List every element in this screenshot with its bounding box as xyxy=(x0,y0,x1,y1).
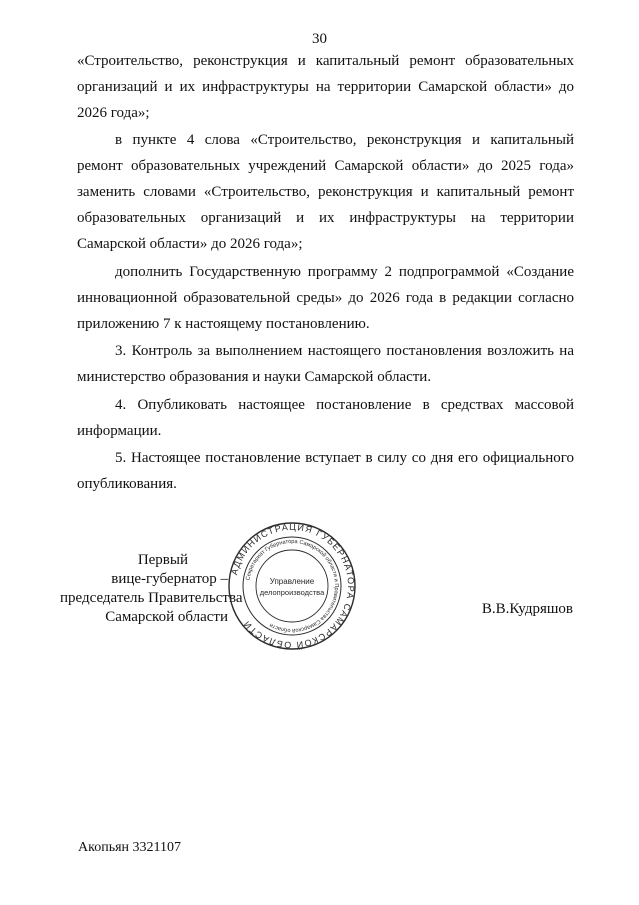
page-number: 30 xyxy=(312,31,327,47)
paragraph-5: 4. Опубликовать настоящее постановление в средствах массовой информации. xyxy=(77,396,574,439)
signatory-title xyxy=(60,551,243,627)
signatory-title-line-2: вице-губернатор – xyxy=(111,571,228,587)
stamp-middle-ring xyxy=(243,537,341,635)
signatory-name: В.В.Кудряшов xyxy=(481,601,573,617)
paragraph-6: 5. Настоящее постановление вступает в силу со дня его официального опубликования. xyxy=(77,450,574,493)
paragraph-1: «Строительство, реконструкция и капитальный ремонт образовательных организаций и их инфраструктуры на территории Самарской области» до 2026 года»; xyxy=(77,53,574,122)
paragraph-2: в пункте 4 слова «Строительство, реконструкция и капитальный ремонт образовательных учреждений Самарской области» до 2025 года» заменить словами «Строительство, реконструкция и капитальный ремонт образовательных организаций и их инфраструктуры на территории Самарской области» до 2026 года»; xyxy=(77,131,574,253)
official-stamp xyxy=(227,521,357,651)
stamp-outer-text: АДМИНИСТРАЦИЯ ГУБЕРНАТОРА САМАРСКОЙ ОБЛАСТИ xyxy=(229,521,357,651)
stamp-center-line-1: Управление xyxy=(269,577,315,586)
stamp-middle-text: Секретариат Губернатора Самарской области и Правительства Самарской области xyxy=(245,538,340,634)
signatory-title-line-3: председатель Правительства xyxy=(60,590,243,606)
paragraph-3: дополнить Государственную программу 2 подпрограммой «Создание инновационной образовательной среды» до 2026 года в редакции согласно приложению 7 к настоящему постановлению. xyxy=(77,263,574,333)
signatory-title-line-1: Первый xyxy=(137,552,188,568)
paragraph-4: 3. Контроль за выполнением настоящего постановления возложить на министерство образования и науки Самарской области. xyxy=(77,343,574,386)
svg-text:Секретариат Губернатора Самарс xyxy=(245,539,339,634)
executor-contact: Акопьян 3321107 xyxy=(78,840,181,855)
signatory-title-line-4: Самарской области xyxy=(105,609,228,625)
stamp-center-line-2: делопроизводства xyxy=(259,588,325,597)
stamp-inner-ring xyxy=(256,550,328,622)
document-body xyxy=(77,48,574,497)
